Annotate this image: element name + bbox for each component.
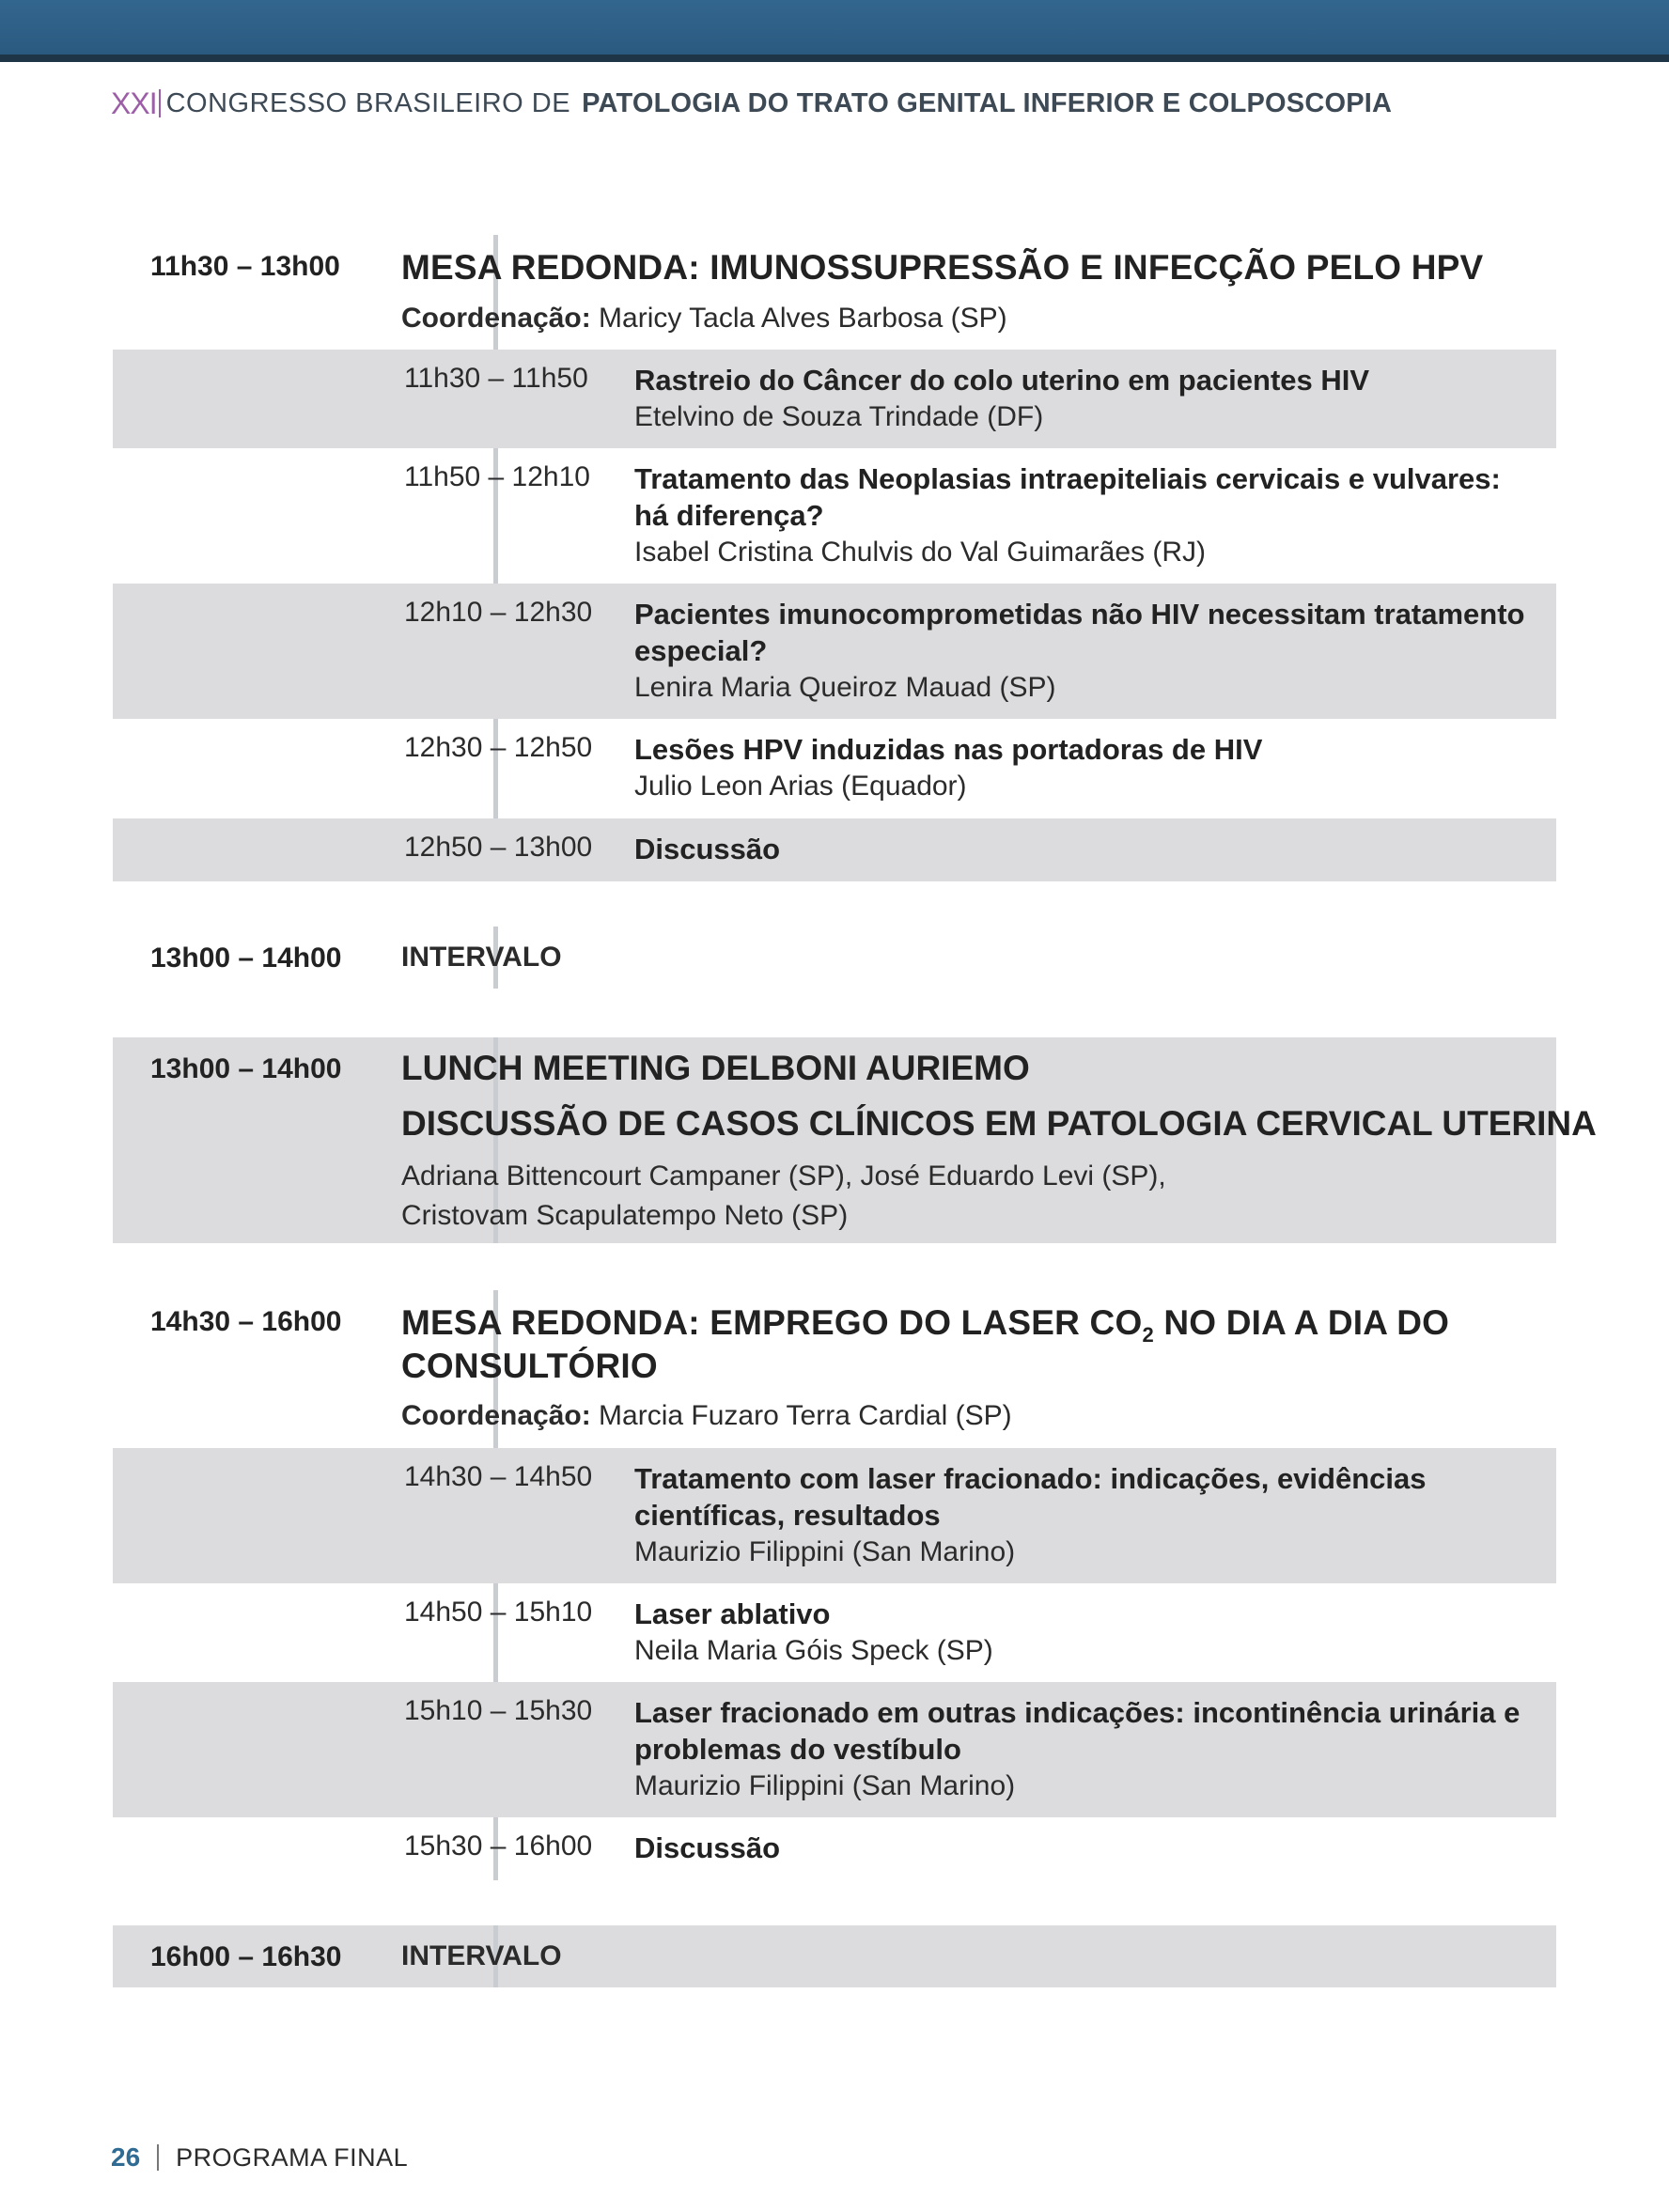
item-time: 11h30 – 11h50 bbox=[404, 363, 588, 394]
item-time: 14h30 – 14h50 bbox=[404, 1461, 593, 1492]
program-item bbox=[113, 350, 1556, 448]
lunch-time: 13h00 – 14h00 bbox=[150, 1053, 342, 1084]
program-item bbox=[113, 719, 1556, 818]
lunch-subtitle: DISCUSSÃO DE CASOS CLÍNICOS EM PATOLOGIA CERVICAL UTERINA bbox=[401, 1104, 1597, 1143]
item-speaker: Etelvino de Souza Trindade (DF) bbox=[634, 401, 1044, 432]
break-time: 13h00 – 14h00 bbox=[150, 942, 342, 974]
item-time: 12h50 – 13h00 bbox=[404, 832, 593, 863]
session-title-continued: CONSULTÓRIO bbox=[401, 1347, 658, 1385]
session-laser-co2 bbox=[113, 1290, 1556, 1880]
break-intervalo-2 bbox=[113, 1925, 1556, 1987]
lunch-speakers: Adriana Bittencourt Campaner (SP), José Eduardo Levi (SP), bbox=[401, 1161, 1166, 1192]
item-title: Pacientes imunocomprometidas não HIV necessitam tratamento especial? bbox=[634, 598, 1525, 667]
item-time: 12h10 – 12h30 bbox=[404, 597, 593, 628]
footer-separator bbox=[157, 2144, 159, 2171]
item-title: Discussão bbox=[634, 1831, 781, 1864]
item-speaker: Lenira Maria Queiroz Mauad (SP) bbox=[634, 672, 1056, 703]
footer-label: PROGRAMA FINAL bbox=[176, 2142, 409, 2172]
item-speaker: Julio Leon Arias (Equador) bbox=[634, 771, 967, 802]
session-imunossupressao bbox=[113, 235, 1556, 881]
item-speaker: Neila Maria Góis Speck (SP) bbox=[634, 1635, 993, 1666]
item-speaker: Maurizio Filippini (San Marino) bbox=[634, 1536, 1016, 1567]
item-time: 14h50 – 15h10 bbox=[404, 1597, 593, 1628]
break-intervalo bbox=[113, 927, 1556, 989]
program-item bbox=[113, 1448, 1556, 1583]
item-speaker: Maurizio Filippini (San Marino) bbox=[634, 1770, 1016, 1801]
edition-roman-numeral: XXI bbox=[111, 86, 157, 120]
break-label: INTERVALO bbox=[401, 942, 562, 973]
session-title: MESA REDONDA: IMUNOSSUPRESSÃO E INFECÇÃO PELO HPV bbox=[401, 248, 1484, 287]
item-title: Tratamento com laser fracionado: indicações, evidências científicas, resultados bbox=[634, 1462, 1427, 1532]
session-time: 11h30 – 13h00 bbox=[150, 251, 340, 282]
item-title: Discussão bbox=[634, 833, 781, 865]
top-banner bbox=[0, 0, 1669, 55]
program-item bbox=[113, 1817, 1556, 1880]
program-item bbox=[113, 818, 1556, 881]
item-title: Lesões HPV induzidas nas portadoras de HIV bbox=[634, 733, 1263, 766]
program-item bbox=[113, 584, 1556, 719]
item-time: 15h10 – 15h30 bbox=[404, 1695, 593, 1726]
break-label: INTERVALO bbox=[401, 1940, 562, 1971]
program-item bbox=[113, 1583, 1556, 1682]
lunch-meeting bbox=[113, 1037, 1597, 1243]
item-title: Rastreio do Câncer do colo uterino em pacientes HIV bbox=[634, 364, 1370, 397]
item-time: 15h30 – 16h00 bbox=[404, 1830, 593, 1862]
header-congress-label: CONGRESSO BRASILEIRO DE bbox=[165, 87, 571, 118]
item-title: Laser ablativo bbox=[634, 1597, 831, 1630]
congress-header bbox=[111, 86, 1392, 120]
header-congress-topic: PATOLOGIA DO TRATO GENITAL INFERIOR E COLPOSCOPIA bbox=[582, 87, 1393, 118]
item-speaker: Isabel Cristina Chulvis do Val Guimarães (RJ) bbox=[634, 537, 1206, 568]
lunch-title: LUNCH MEETING DELBONI AURIEMO bbox=[401, 1049, 1030, 1087]
lunch-speakers: Cristovam Scapulatempo Neto (SP) bbox=[401, 1200, 849, 1231]
item-title: Laser fracionado em outras indicações: incontinência urinária e problemas do vestíbulo bbox=[634, 1696, 1521, 1766]
page-number: 26 bbox=[111, 2142, 141, 2172]
header-separator bbox=[159, 89, 161, 117]
item-time: 11h50 – 12h10 bbox=[404, 461, 590, 492]
session-coordination: Coordenação: Marcia Fuzaro Terra Cardial (SP) bbox=[401, 1400, 1012, 1431]
item-time: 12h30 – 12h50 bbox=[404, 732, 593, 763]
session-time: 14h30 – 16h00 bbox=[150, 1306, 342, 1337]
top-banner-underline bbox=[0, 55, 1669, 62]
break-time: 16h00 – 16h30 bbox=[150, 1941, 342, 1972]
program-item bbox=[113, 1682, 1556, 1817]
item-title: Tratamento das Neoplasias intraepiteliais cervicais e vulvares: há diferença? bbox=[634, 462, 1501, 532]
session-coordination: Coordenação: Maricy Tacla Alves Barbosa (SP) bbox=[401, 303, 1007, 334]
program-item bbox=[113, 448, 1556, 584]
session-title: MESA REDONDA: EMPREGO DO LASER $CO_2$ NO DIA A DIA DO bbox=[401, 1303, 1450, 1347]
page-footer bbox=[111, 2142, 408, 2173]
